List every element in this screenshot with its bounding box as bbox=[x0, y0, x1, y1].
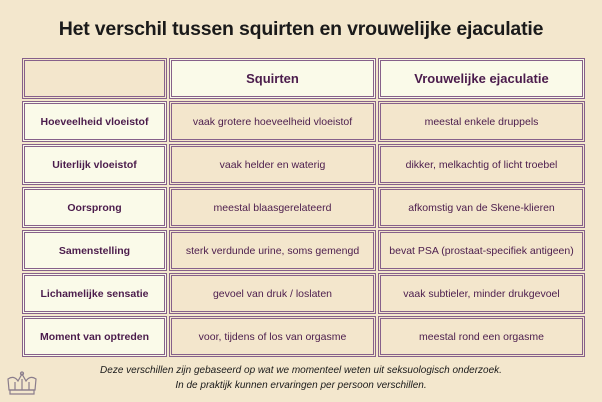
cell-ejaculatie: bevat PSA (prostaat-specifiek antigeen) bbox=[378, 230, 585, 271]
cell-squirten: vaak grotere hoeveelheid vloeistof bbox=[169, 101, 376, 142]
row-label: Moment van optreden bbox=[22, 316, 167, 357]
cell-squirten: meestal blaasgerelateerd bbox=[169, 187, 376, 228]
cell-squirten: sterk verdunde urine, soms gemengd bbox=[169, 230, 376, 271]
comparison-table bbox=[22, 58, 585, 357]
cell-ejaculatie: meestal enkele druppels bbox=[378, 101, 585, 142]
cell-ejaculatie: dikker, melkachtig of licht troebel bbox=[378, 144, 585, 185]
header-empty-cell bbox=[22, 58, 167, 99]
column-header-squirten: Squirten bbox=[169, 58, 376, 99]
cell-squirten: gevoel van druk / loslaten bbox=[169, 273, 376, 314]
cell-ejaculatie: meestal rond een orgasme bbox=[378, 316, 585, 357]
row-label: Lichamelijke sensatie bbox=[22, 273, 167, 314]
row-label: Hoeveelheid vloeistof bbox=[22, 101, 167, 142]
cell-squirten: vaak helder en waterig bbox=[169, 144, 376, 185]
column-header-ejaculatie: Vrouwelijke ejaculatie bbox=[378, 58, 585, 99]
cell-ejaculatie: afkomstig van de Skene-klieren bbox=[378, 187, 585, 228]
cell-ejaculatie: vaak subtieler, minder drukgevoel bbox=[378, 273, 585, 314]
page-title: Het verschil tussen squirten en vrouwelijke ejaculatie bbox=[58, 18, 544, 40]
row-label: Oorsprong bbox=[22, 187, 167, 228]
crown-icon bbox=[6, 371, 38, 402]
footnote-line-1: Deze verschillen zijn gebaseerd op wat we momenteel weten uit seksuologisch onderzoek. bbox=[100, 365, 502, 376]
row-label: Uiterlijk vloeistof bbox=[22, 144, 167, 185]
cell-squirten: voor, tijdens of los van orgasme bbox=[169, 316, 376, 357]
row-label: Samenstelling bbox=[22, 230, 167, 271]
footnote-line-2: In de praktijk kunnen ervaringen per persoon verschillen. bbox=[175, 380, 427, 391]
footnote bbox=[0, 363, 602, 393]
